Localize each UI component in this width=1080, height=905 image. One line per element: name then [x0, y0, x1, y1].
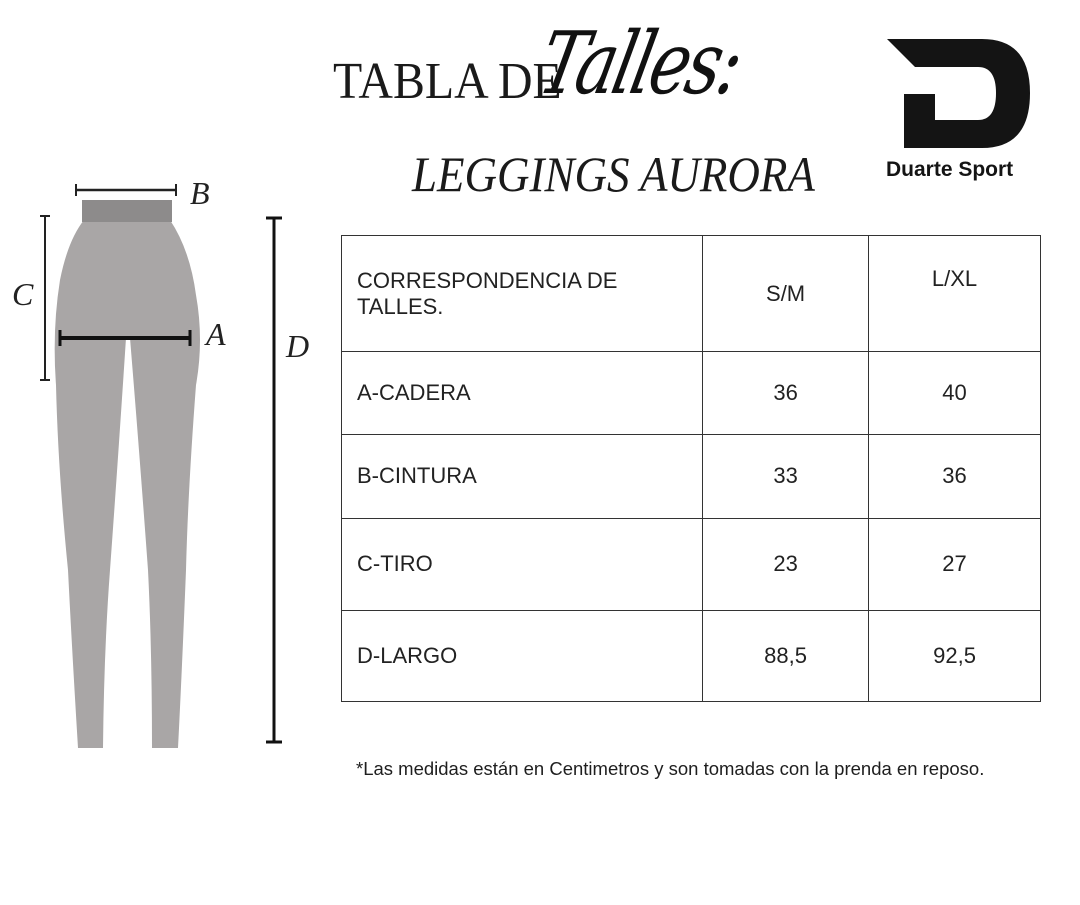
- header-cell: L/XL: [869, 236, 1041, 352]
- table-cell: 40: [869, 352, 1041, 435]
- leggings-shape: [55, 220, 200, 748]
- leggings-diagram: [0, 170, 330, 770]
- label-b: B: [190, 175, 210, 211]
- table-cell: 88,5: [703, 610, 869, 701]
- table-header-row: [342, 236, 1041, 352]
- table-cell: 36: [703, 352, 869, 435]
- table-cell: 36: [869, 435, 1041, 518]
- table-row: [342, 352, 1041, 435]
- table-cell: D-LARGO: [342, 610, 703, 701]
- size-table: [341, 235, 1041, 702]
- table-cell: 92,5: [869, 610, 1041, 701]
- table-cell: A-CADERA: [342, 352, 703, 435]
- product-subtitle: LEGGINGS AURORA: [412, 146, 815, 202]
- table-cell: B-CINTURA: [342, 435, 703, 518]
- label-c: C: [12, 276, 34, 312]
- brand-name: Duarte Sport: [886, 158, 1014, 181]
- table-cell: 27: [869, 518, 1041, 610]
- header-cell: S/M: [703, 236, 869, 352]
- header-cell: CORRESPONDENCIA DE TALLES.: [342, 236, 703, 352]
- table-cell: 23: [703, 518, 869, 610]
- waistband: [82, 200, 172, 222]
- table-cell: 33: [703, 435, 869, 518]
- table-row: [342, 518, 1041, 610]
- table-row: [342, 610, 1041, 701]
- table-cell: C-TIRO: [342, 518, 703, 610]
- title-script: Talles:: [530, 14, 750, 114]
- measurement-footnote: *Las medidas están en Centimetros y son tomadas con la prenda en reposo.: [356, 758, 985, 779]
- table-row: [342, 435, 1041, 518]
- leggings-illustration: [0, 170, 330, 770]
- label-a: A: [206, 316, 226, 352]
- label-d: D: [286, 328, 310, 364]
- title-prefix: TABLA DE: [333, 53, 562, 110]
